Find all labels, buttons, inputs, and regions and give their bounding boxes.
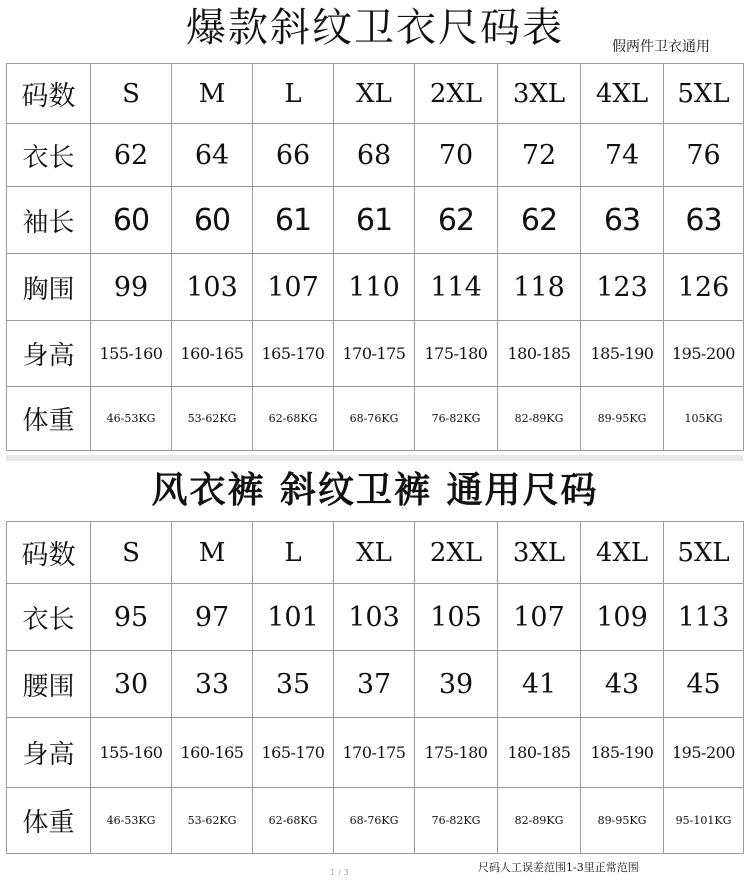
- table-cell: 53-62KG: [172, 387, 253, 451]
- table-cell: 64: [172, 124, 253, 187]
- table-cell: 155-160: [91, 718, 172, 788]
- table-cell: 62-68KG: [253, 788, 334, 854]
- size-header-cell: 5XL: [664, 64, 744, 124]
- row-label: 腰围: [7, 651, 91, 718]
- table-cell: 113: [664, 584, 744, 651]
- table-cell: 60: [91, 187, 172, 254]
- section-divider: [6, 455, 743, 461]
- size-header-cell: L: [253, 64, 334, 124]
- table-cell: 107: [253, 254, 334, 321]
- table-cell: 105KG: [664, 387, 744, 451]
- table-cell: 195-200: [664, 321, 744, 387]
- table-row: [7, 254, 744, 321]
- table-cell: 126: [664, 254, 744, 321]
- row-label: 衣长: [7, 584, 91, 651]
- table-cell: 109: [581, 584, 664, 651]
- table-cell: 76: [664, 124, 744, 187]
- table-row: [7, 187, 744, 254]
- size-header-label: 码数: [7, 64, 91, 124]
- table-cell: 82-89KG: [498, 387, 581, 451]
- table-cell: 66: [253, 124, 334, 187]
- table-row: [7, 718, 744, 788]
- table-cell: 30: [91, 651, 172, 718]
- table-cell: 46-53KG: [91, 387, 172, 451]
- table-cell: 175-180: [415, 718, 498, 788]
- table-cell: 82-89KG: [498, 788, 581, 854]
- table-cell: 185-190: [581, 718, 664, 788]
- table-cell: 62: [415, 187, 498, 254]
- table-cell: 170-175: [334, 718, 415, 788]
- table-row: [7, 321, 744, 387]
- table-cell: 33: [172, 651, 253, 718]
- size-header-row: [7, 522, 744, 584]
- table-cell: 61: [253, 187, 334, 254]
- table-cell: 175-180: [415, 321, 498, 387]
- table-cell: 46-53KG: [91, 788, 172, 854]
- table-cell: 165-170: [253, 718, 334, 788]
- table-cell: 53-62KG: [172, 788, 253, 854]
- table-cell: 76-82KG: [415, 387, 498, 451]
- table-cell: 114: [415, 254, 498, 321]
- row-label: 体重: [7, 788, 91, 854]
- table-cell: 89-95KG: [581, 387, 664, 451]
- table-cell: 62-68KG: [253, 387, 334, 451]
- table-cell: 63: [664, 187, 744, 254]
- table-cell: 35: [253, 651, 334, 718]
- table-cell: 110: [334, 254, 415, 321]
- table-cell: 95-101KG: [664, 788, 744, 854]
- top-table-title: 爆款斜纹卫衣尺码表: [186, 5, 564, 51]
- table-cell: 60: [172, 187, 253, 254]
- row-label: 身高: [7, 718, 91, 788]
- pants-size-table: [6, 521, 744, 854]
- table-cell: 170-175: [334, 321, 415, 387]
- row-label: 体重: [7, 387, 91, 451]
- size-header-cell: M: [172, 522, 253, 584]
- table-row: [7, 584, 744, 651]
- size-header-cell: 4XL: [581, 522, 664, 584]
- table-cell: 107: [498, 584, 581, 651]
- table-cell: 105: [415, 584, 498, 651]
- size-header-row: [7, 64, 744, 124]
- table-cell: 70: [415, 124, 498, 187]
- table-cell: 74: [581, 124, 664, 187]
- table-cell: 39: [415, 651, 498, 718]
- table-cell: 61: [334, 187, 415, 254]
- table-cell: 123: [581, 254, 664, 321]
- table-cell: 72: [498, 124, 581, 187]
- table-cell: 68-76KG: [334, 788, 415, 854]
- row-label: 袖长: [7, 187, 91, 254]
- table-cell: 89-95KG: [581, 788, 664, 854]
- size-header-cell: 4XL: [581, 64, 664, 124]
- table-cell: 97: [172, 584, 253, 651]
- table-cell: 185-190: [581, 321, 664, 387]
- table-cell: 99: [91, 254, 172, 321]
- table-cell: 41: [498, 651, 581, 718]
- size-header-cell: M: [172, 64, 253, 124]
- tolerance-footnote: 尺码人工误差范围1-3里正常范围: [478, 861, 639, 874]
- table-cell: 160-165: [172, 718, 253, 788]
- table-cell: 45: [664, 651, 744, 718]
- table-cell: 195-200: [664, 718, 744, 788]
- size-header-cell: 3XL: [498, 522, 581, 584]
- row-label: 衣长: [7, 124, 91, 187]
- table-cell: 160-165: [172, 321, 253, 387]
- table-cell: 165-170: [253, 321, 334, 387]
- table-row: [7, 788, 744, 854]
- table-cell: 101: [253, 584, 334, 651]
- table-cell: 103: [334, 584, 415, 651]
- size-header-cell: 3XL: [498, 64, 581, 124]
- table-cell: 37: [334, 651, 415, 718]
- table-row: [7, 124, 744, 187]
- top-table-note: 假两件卫衣通用: [612, 39, 710, 55]
- table-cell: 180-185: [498, 321, 581, 387]
- table-cell: 68: [334, 124, 415, 187]
- size-header-cell: S: [91, 64, 172, 124]
- size-header-cell: XL: [334, 522, 415, 584]
- size-header-cell: L: [253, 522, 334, 584]
- size-header-cell: 2XL: [415, 64, 498, 124]
- table-row: [7, 387, 744, 451]
- table-cell: 43: [581, 651, 664, 718]
- row-label: 身高: [7, 321, 91, 387]
- table-row: [7, 651, 744, 718]
- table-cell: 180-185: [498, 718, 581, 788]
- table-cell: 62: [498, 187, 581, 254]
- table-cell: 155-160: [91, 321, 172, 387]
- hoodie-size-table: [6, 63, 744, 451]
- table-cell: 103: [172, 254, 253, 321]
- table-cell: 68-76KG: [334, 387, 415, 451]
- table-cell: 95: [91, 584, 172, 651]
- size-header-cell: 2XL: [415, 522, 498, 584]
- table-cell: 118: [498, 254, 581, 321]
- size-header-cell: 5XL: [664, 522, 744, 584]
- size-header-label: 码数: [7, 522, 91, 584]
- size-header-cell: S: [91, 522, 172, 584]
- bottom-table-title: 风衣裤 斜纹卫裤 通用尺码: [151, 470, 599, 511]
- table-cell: 63: [581, 187, 664, 254]
- page-indicator: 1/3: [330, 868, 352, 877]
- row-label: 胸围: [7, 254, 91, 321]
- table-cell: 62: [91, 124, 172, 187]
- size-header-cell: XL: [334, 64, 415, 124]
- table-cell: 76-82KG: [415, 788, 498, 854]
